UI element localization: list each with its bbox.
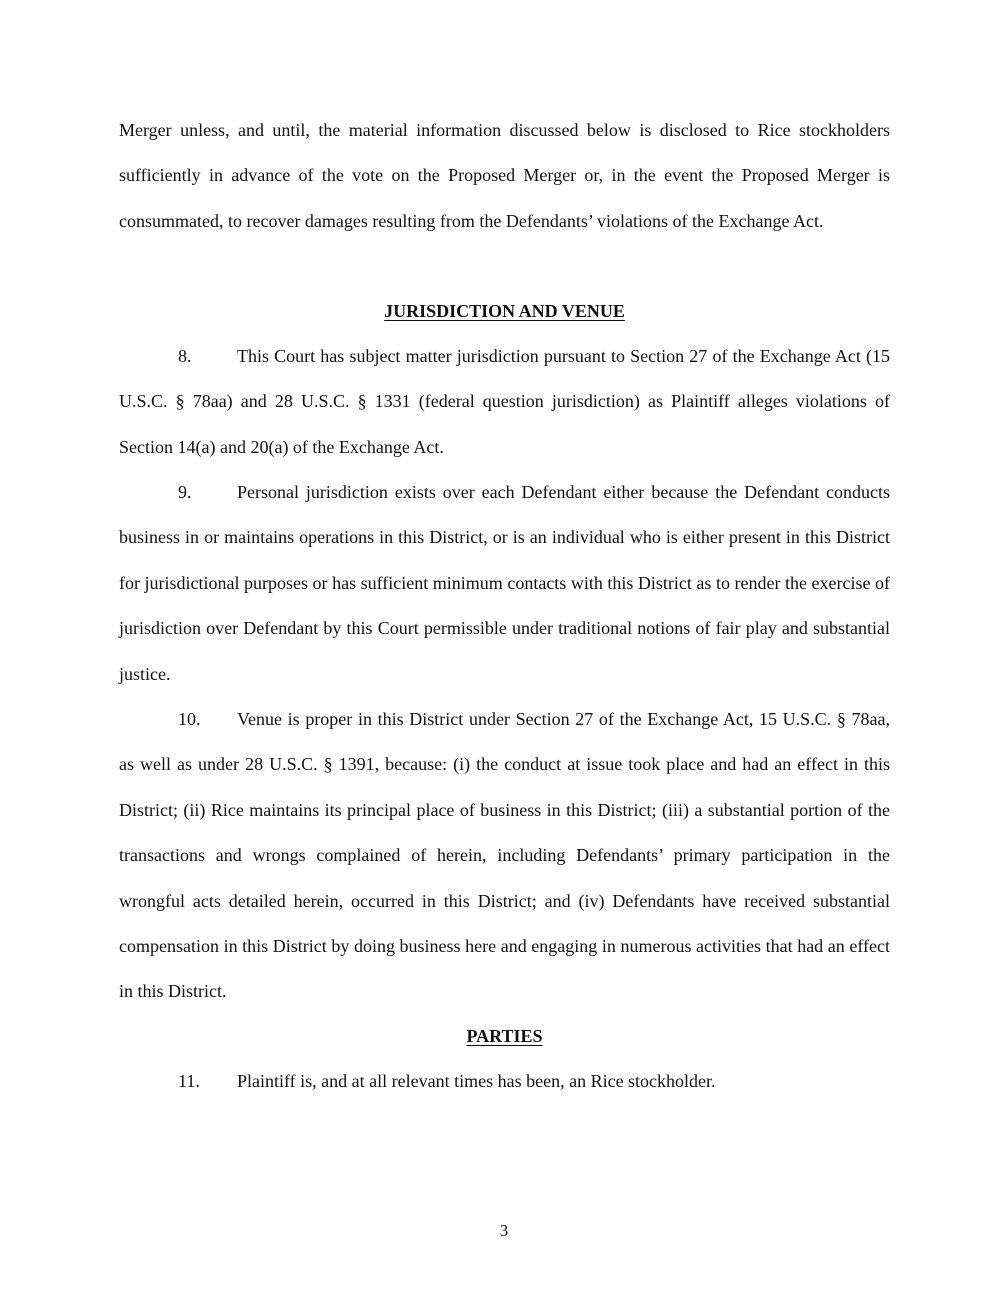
paragraph-11 bbox=[119, 1059, 890, 1104]
continuation-paragraph-text: Merger unless, and until, the material information discussed below is disclosed to Rice stockholders sufficiently in advance of the vote on the Proposed Merger or, in the event the Proposed Merger is consummated, to recover damages resulting from the Defendants’ violations of the Exchange Act. bbox=[119, 120, 890, 231]
paragraph-8-text: This Court has subject matter jurisdiction pursuant to Section 27 of the Exchange Act (15 U.S.C. § 78aa) and 28 U.S.C. § 1331 (federal question jurisdiction) as Plaintiff alleges violations of Section 14(a) and 20(a) of the Exchange Act. bbox=[119, 346, 890, 457]
paragraph-9 bbox=[119, 470, 890, 697]
paragraph-10 bbox=[119, 697, 890, 1015]
continuation-paragraph bbox=[119, 108, 890, 244]
paragraph-10-text: Venue is proper in this District under Section 27 of the Exchange Act, 15 U.S.C. § 78aa, as well as under 28 U.S.C. § 1391, because: (i) the conduct at issue took place and had an effect in this District; (ii) Rice maintains its principal place of business in this District; (iii) a substantial portion of the transactions and wrongs complained of herein, including Defendants’ primary participation in the wrongful acts detailed herein, occurred in this District; and (iv) Defendants have received substantial compensation in this District by doing business here and engaging in numerous activities that had an effect in this District. bbox=[119, 709, 890, 1002]
jurisdiction-and-venue-heading: JURISDICTION AND VENUE bbox=[384, 301, 625, 321]
parties-heading: PARTIES bbox=[466, 1026, 543, 1046]
paragraph-9-text: Personal jurisdiction exists over each Defendant either because the Defendant conducts business in or maintains operations in this District, or is an individual who is either present in this District for jurisdictional purposes or has sufficient minimum contacts with this District as to render the exercise of jurisdiction over Defendant by this Court permissible under traditional notions of fair play and substantial justice. bbox=[119, 482, 890, 684]
paragraph-11-text: Plaintiff is, and at all relevant times has been, an Rice stockholder. bbox=[237, 1071, 716, 1091]
paragraph-8-number: 8. bbox=[178, 346, 192, 366]
paragraph-8 bbox=[119, 334, 890, 470]
page-number: 3 bbox=[499, 1221, 509, 1240]
paragraph-11-number: 11. bbox=[178, 1071, 200, 1091]
paragraph-10-number: 10. bbox=[178, 709, 201, 729]
paragraph-9-number: 9. bbox=[178, 482, 192, 502]
